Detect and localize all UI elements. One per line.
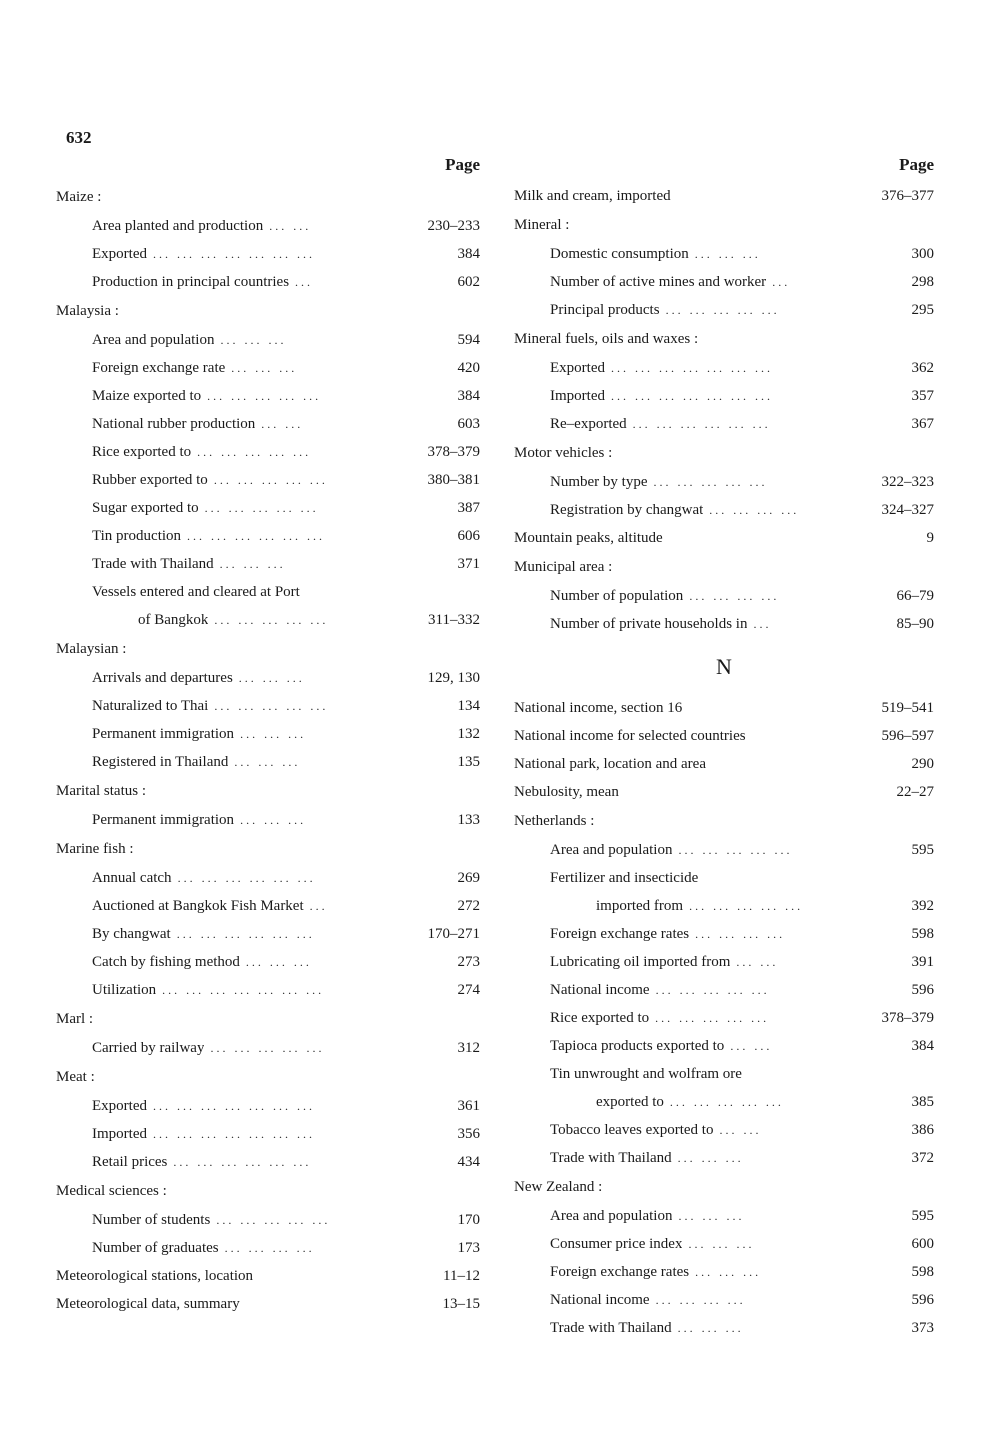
index-entries-right xyxy=(514,182,934,1342)
leader-dots: ... ... ... xyxy=(695,1265,762,1279)
leader-dots: ... xyxy=(772,275,791,289)
leader-dots: ... ... ... ... ... ... xyxy=(632,417,771,431)
page-reference: 273 xyxy=(457,954,480,970)
leader-dots: ... ... ... ... ... ... ... xyxy=(152,1127,315,1141)
index-entry-label: Meteorological data, summary xyxy=(56,1296,240,1312)
index-heading xyxy=(56,776,480,806)
page-reference: 595 xyxy=(911,842,934,858)
leader-dots: ... ... ... ... ... ... xyxy=(176,927,315,941)
leader-dots: ... ... ... ... xyxy=(695,927,786,941)
index-entry-label: Foreign exchange rates xyxy=(550,926,690,942)
index-entry-label: Foreign exchange rate xyxy=(92,360,226,376)
leader-dots: ... ... ... xyxy=(231,361,298,375)
leader-dots: ... ... ... ... ... xyxy=(204,501,319,515)
page-column-header: Page xyxy=(445,155,480,174)
page-reference: 133 xyxy=(457,812,480,828)
page-reference: 594 xyxy=(457,332,480,348)
index-entry-label: Exported xyxy=(92,1098,147,1114)
leader-dots: ... ... ... ... ... xyxy=(213,473,328,487)
index-heading xyxy=(56,1176,480,1206)
leader-dots: ... ... xyxy=(719,1123,762,1137)
page-reference: 13–15 xyxy=(442,1296,480,1312)
index-entry-label: Trade with Thailand xyxy=(550,1320,672,1336)
page-reference: 373 xyxy=(911,1320,934,1336)
page-reference: 434 xyxy=(457,1154,480,1170)
index-entry-label: imported from xyxy=(596,898,684,914)
page-reference: 384 xyxy=(457,246,480,262)
index-entry xyxy=(514,1088,934,1116)
leader-dots: ... ... ... ... xyxy=(709,503,800,517)
index-entry xyxy=(514,750,934,778)
leader-dots: ... ... ... ... ... ... xyxy=(173,1155,312,1169)
page-reference: 272 xyxy=(457,898,480,914)
page-reference: 606 xyxy=(457,528,480,544)
index-entry-label: Number of active mines and worker xyxy=(550,274,767,290)
index-entry-label: Principal products xyxy=(550,302,660,318)
page-reference: 378–379 xyxy=(881,1010,934,1026)
index-entry xyxy=(56,212,480,240)
index-entry xyxy=(514,778,934,806)
index-heading-label: Mineral fuels, oils and waxes : xyxy=(514,331,699,347)
index-entry xyxy=(514,1116,934,1144)
index-entry-label: Imported xyxy=(550,388,605,404)
index-entry-label: Area and population xyxy=(550,842,673,858)
index-entry xyxy=(514,182,934,210)
page-reference: 361 xyxy=(457,1098,480,1114)
leader-dots: ... ... xyxy=(269,219,312,233)
page-reference: 173 xyxy=(457,1240,480,1256)
index-entry-label: National rubber production xyxy=(92,416,256,432)
index-entry xyxy=(56,326,480,354)
index-heading xyxy=(56,296,480,326)
index-entry-label: Exported xyxy=(550,360,605,376)
index-entry-label: Rubber exported to xyxy=(92,472,208,488)
page-reference: 367 xyxy=(911,416,934,432)
page-reference: 300 xyxy=(911,246,934,262)
leader-dots: ... ... ... ... ... ... ... xyxy=(610,389,773,403)
index-entry xyxy=(514,382,934,410)
index-entry xyxy=(56,920,480,948)
index-entry xyxy=(56,976,480,1004)
index-entry xyxy=(56,606,480,634)
index-entry xyxy=(56,692,480,720)
page-reference: 387 xyxy=(457,500,480,516)
page-reference: 420 xyxy=(457,360,480,376)
leader-dots: ... ... ... xyxy=(677,1151,744,1165)
index-entry-label: Catch by fishing method xyxy=(92,954,240,970)
page-reference: 356 xyxy=(457,1126,480,1142)
index-entry xyxy=(56,1092,480,1120)
index-heading-label: Marine fish : xyxy=(56,841,134,857)
index-entry-label: National park, location and area xyxy=(514,756,706,772)
page-reference: 376–377 xyxy=(881,188,934,204)
index-entry xyxy=(56,948,480,976)
index-heading-label: Maize : xyxy=(56,189,102,205)
leader-dots: ... ... ... ... ... ... ... xyxy=(610,361,773,375)
index-entry-label: Area planted and production xyxy=(92,218,264,234)
index-entry xyxy=(514,268,934,296)
page-reference: 596 xyxy=(911,982,934,998)
page-reference: 595 xyxy=(911,1208,934,1224)
index-entry-label: Number of population xyxy=(550,588,684,604)
index-entry xyxy=(514,468,934,496)
index-entry xyxy=(56,806,480,834)
index-heading-label: Meat : xyxy=(56,1069,95,1085)
page-reference: 372 xyxy=(911,1150,934,1166)
index-entry-label: Area and population xyxy=(550,1208,673,1224)
page-reference: 384 xyxy=(457,388,480,404)
index-entry-label: Milk and cream, imported xyxy=(514,188,671,204)
index-entry xyxy=(56,748,480,776)
index-entry-label: Utilization xyxy=(92,982,157,998)
index-entry-label: Auctioned at Bangkok Fish Market xyxy=(92,898,304,914)
index-entry-label: Maize exported to xyxy=(92,388,202,404)
leader-dots: ... ... xyxy=(736,955,779,969)
leader-dots: ... ... ... xyxy=(245,955,312,969)
page-reference: 312 xyxy=(457,1040,480,1056)
index-entry xyxy=(56,1206,480,1234)
index-entry-label: Nebulosity, mean xyxy=(514,784,619,800)
page-reference: 11–12 xyxy=(443,1268,480,1284)
index-column-right xyxy=(514,152,934,1342)
leader-dots: ... ... ... ... ... ... ... xyxy=(152,247,315,261)
index-heading-label: Marl : xyxy=(56,1011,94,1027)
index-entry-label: Arrivals and departures xyxy=(92,670,233,686)
index-entry xyxy=(514,948,934,976)
leader-dots: ... ... ... ... ... ... xyxy=(187,529,326,543)
index-entry-label: Tobacco leaves exported to xyxy=(550,1122,714,1138)
page-reference: 274 xyxy=(457,982,480,998)
page-reference: 385 xyxy=(911,1094,934,1110)
leader-dots: ... ... ... ... ... ... ... xyxy=(152,1099,315,1113)
index-entry xyxy=(514,524,934,552)
index-entry-label: Carried by railway xyxy=(92,1040,205,1056)
index-heading xyxy=(514,552,934,582)
page-reference: 600 xyxy=(911,1236,934,1252)
leader-dots: ... ... ... ... ... xyxy=(214,699,329,713)
index-entry-label: Meteorological stations, location xyxy=(56,1268,254,1284)
index-heading xyxy=(56,634,480,664)
leader-dots: ... ... ... ... ... xyxy=(669,1095,784,1109)
index-entry xyxy=(56,1290,480,1318)
index-entry xyxy=(56,664,480,692)
index-entry xyxy=(56,550,480,578)
leader-dots: ... ... ... ... ... xyxy=(655,983,770,997)
index-heading-label: Mineral : xyxy=(514,217,570,233)
index-entry xyxy=(56,466,480,494)
page-reference: 135 xyxy=(457,754,480,770)
index-entry xyxy=(514,722,934,750)
index-entry xyxy=(56,438,480,466)
index-entry xyxy=(56,1120,480,1148)
index-heading-label: New Zealand : xyxy=(514,1179,603,1195)
index-entry-label: By changwat xyxy=(92,926,171,942)
leader-dots: ... ... ... ... ... ... xyxy=(177,871,316,885)
index-entry-label: Exported xyxy=(92,246,147,262)
index-entry-label: Lubricating oil imported from xyxy=(550,954,731,970)
index-entry-label: Foreign exchange rates xyxy=(550,1264,690,1280)
leader-dots: ... ... ... xyxy=(678,1209,745,1223)
index-entry xyxy=(514,1032,934,1060)
page-reference: 371 xyxy=(457,556,480,572)
page-reference: 391 xyxy=(911,954,934,970)
index-entry xyxy=(56,240,480,268)
index-entry-label: Tapioca products exported to xyxy=(550,1038,725,1054)
index-heading-label: Malaysia : xyxy=(56,303,119,319)
index-entry-label: Mountain peaks, altitude xyxy=(514,530,663,546)
leader-dots: ... ... ... xyxy=(240,727,307,741)
index-entry-label: Permanent immigration xyxy=(92,726,235,742)
index-entry xyxy=(514,354,934,382)
index-heading xyxy=(514,1172,934,1202)
index-entry-label: Area and population xyxy=(92,332,215,348)
index-entry xyxy=(514,1314,934,1342)
leader-dots: ... ... ... xyxy=(220,333,287,347)
page-reference: 384 xyxy=(911,1038,934,1054)
index-entry-label: Production in principal countries xyxy=(92,274,290,290)
index-entry-label: National income xyxy=(550,982,650,998)
leader-dots: ... ... ... ... xyxy=(689,589,780,603)
leader-dots: ... ... ... ... ... ... ... xyxy=(162,983,325,997)
leader-dots: ... ... xyxy=(730,1039,773,1053)
page-reference: 322–323 xyxy=(881,474,934,490)
page-reference: 602 xyxy=(457,274,480,290)
page-reference: 290 xyxy=(911,756,934,772)
index-entry xyxy=(56,382,480,410)
leader-dots: ... ... ... ... ... xyxy=(214,613,329,627)
index-entry-label: Registration by changwat xyxy=(550,502,704,518)
page-column-header: Page xyxy=(899,155,934,174)
index-entry-label: Number of graduates xyxy=(92,1240,219,1256)
leader-dots: ... ... ... xyxy=(234,755,301,769)
page-reference: 170 xyxy=(457,1212,480,1228)
index-entry-label: Domestic consumption xyxy=(550,246,689,262)
index-entry-label: Annual catch xyxy=(92,870,172,886)
leader-dots: ... ... ... xyxy=(688,1237,755,1251)
page-reference: 596–597 xyxy=(881,728,934,744)
index-entry xyxy=(56,522,480,550)
page-reference: 134 xyxy=(457,698,480,714)
index-entries-left xyxy=(56,182,480,1318)
page-reference: 311–332 xyxy=(428,612,480,628)
page-reference: 85–90 xyxy=(896,616,934,632)
index-entry-label: Number of private households in xyxy=(550,616,748,632)
leader-dots: ... ... ... xyxy=(694,247,761,261)
index-heading xyxy=(514,210,934,240)
index-entry xyxy=(514,610,934,638)
leader-dots: ... ... ... ... ... xyxy=(689,899,804,913)
page-reference: 378–379 xyxy=(427,444,480,460)
page-reference: 362 xyxy=(911,360,934,376)
index-entry-label: Imported xyxy=(92,1126,147,1142)
index-entry xyxy=(514,1230,934,1258)
index-heading xyxy=(56,1004,480,1034)
index-heading-label: Motor vehicles : xyxy=(514,445,613,461)
index-entry xyxy=(514,1060,934,1088)
index-entry xyxy=(56,494,480,522)
index-column-left xyxy=(56,152,480,1318)
index-entry xyxy=(56,720,480,748)
leader-dots: ... ... ... ... ... xyxy=(197,445,312,459)
index-heading-label: Municipal area : xyxy=(514,559,613,575)
index-entry xyxy=(56,354,480,382)
index-entry xyxy=(56,1148,480,1176)
index-entry xyxy=(514,976,934,1004)
index-entry xyxy=(56,1234,480,1262)
index-entry-label: National income, section 16 xyxy=(514,700,683,716)
index-entry xyxy=(514,240,934,268)
page-reference: 22–27 xyxy=(896,784,934,800)
page-reference: 596 xyxy=(911,1292,934,1308)
page-reference: 269 xyxy=(457,870,480,886)
leader-dots: ... xyxy=(753,617,772,631)
index-entry xyxy=(56,1262,480,1290)
page-reference: 380–381 xyxy=(427,472,480,488)
section-letter-heading: N xyxy=(716,654,732,679)
index-entry xyxy=(514,1202,934,1230)
leader-dots: ... ... xyxy=(261,417,304,431)
index-entry xyxy=(514,920,934,948)
index-entry-label: Consumer price index xyxy=(550,1236,683,1252)
page-number: 632 xyxy=(66,128,92,147)
page-reference: 603 xyxy=(457,416,480,432)
index-entry-label: Sugar exported to xyxy=(92,500,199,516)
index-entry-label: Permanent immigration xyxy=(92,812,235,828)
index-entry xyxy=(514,582,934,610)
leader-dots: ... ... ... xyxy=(677,1321,744,1335)
leader-dots: ... ... ... ... xyxy=(655,1293,746,1307)
index-entry-label: exported to xyxy=(596,1094,664,1110)
index-entry xyxy=(56,892,480,920)
index-heading-label: Malaysian : xyxy=(56,641,127,657)
leader-dots: ... ... ... ... ... xyxy=(655,1011,770,1025)
leader-dots: ... ... ... ... ... xyxy=(678,843,793,857)
leader-dots: ... xyxy=(295,275,314,289)
index-entry xyxy=(514,410,934,438)
index-entry-label: Retail prices xyxy=(92,1154,168,1170)
index-entry xyxy=(514,1258,934,1286)
page-reference: 519–541 xyxy=(881,700,934,716)
index-entry xyxy=(56,1034,480,1062)
page-reference: 598 xyxy=(911,926,934,942)
page-reference: 324–327 xyxy=(881,502,934,518)
leader-dots: ... ... ... xyxy=(219,557,286,571)
page-reference: 9 xyxy=(926,530,934,546)
page-reference: 357 xyxy=(911,388,934,404)
leader-dots: ... ... ... ... ... xyxy=(207,389,322,403)
index-heading-label: Marital status : xyxy=(56,783,146,799)
index-heading xyxy=(514,438,934,468)
index-entry-label: Tin unwrought and wolfram ore xyxy=(550,1066,742,1082)
index-entry xyxy=(56,268,480,296)
index-entry xyxy=(514,296,934,324)
page-reference: 132 xyxy=(457,726,480,742)
index-entry xyxy=(56,410,480,438)
index-entry xyxy=(514,836,934,864)
page-reference: 66–79 xyxy=(896,588,934,604)
page-reference: 598 xyxy=(911,1264,934,1280)
index-entry-label: Rice exported to xyxy=(550,1010,650,1026)
index-entry xyxy=(514,864,934,892)
index-entry-label: Naturalized to Thai xyxy=(92,698,209,714)
page-reference: 170–271 xyxy=(427,926,480,942)
index-entry xyxy=(56,578,480,606)
index-entry-label: Number of students xyxy=(92,1212,211,1228)
leader-dots: ... ... ... ... ... xyxy=(216,1213,331,1227)
index-entry-label: Fertilizer and insecticide xyxy=(550,870,699,886)
index-entry-label: National income xyxy=(550,1292,650,1308)
index-entry-label: National income for selected countries xyxy=(514,728,746,744)
leader-dots: ... ... ... ... xyxy=(224,1241,315,1255)
index-entry-label: Re–exported xyxy=(550,416,627,432)
index-entry xyxy=(514,1144,934,1172)
index-entry xyxy=(514,1286,934,1314)
index-heading xyxy=(514,806,934,836)
index-entry xyxy=(514,496,934,524)
index-entry xyxy=(56,864,480,892)
index-entry xyxy=(514,694,934,722)
page-reference: 295 xyxy=(911,302,934,318)
index-entry-label: Number by type xyxy=(550,474,648,490)
page-reference: 230–233 xyxy=(427,218,480,234)
index-entry-label: Trade with Thailand xyxy=(550,1150,672,1166)
leader-dots: ... ... ... xyxy=(240,813,307,827)
index-heading-label: Medical sciences : xyxy=(56,1183,167,1199)
index-entry-label: Trade with Thailand xyxy=(92,556,214,572)
index-entry-label: Vessels entered and cleared at Port xyxy=(92,584,300,600)
index-entry xyxy=(514,892,934,920)
index-heading xyxy=(514,324,934,354)
page-reference: 386 xyxy=(911,1122,934,1138)
index-entry-label: Tin production xyxy=(92,528,182,544)
leader-dots: ... ... ... ... ... xyxy=(653,475,768,489)
leader-dots: ... xyxy=(309,899,328,913)
page-reference: 298 xyxy=(911,274,934,290)
index-entry-label: Rice exported to xyxy=(92,444,192,460)
leader-dots: ... ... ... ... ... xyxy=(665,303,780,317)
index-heading-label: Netherlands : xyxy=(514,813,595,829)
page-reference: 129, 130 xyxy=(427,670,480,686)
page-reference: 392 xyxy=(911,898,934,914)
index-heading xyxy=(56,834,480,864)
index-entry xyxy=(514,1004,934,1032)
index-entry-label: of Bangkok xyxy=(138,612,209,628)
index-heading xyxy=(56,182,480,212)
index-heading xyxy=(56,1062,480,1092)
index-entry-label: Registered in Thailand xyxy=(92,754,229,770)
leader-dots: ... ... ... xyxy=(238,671,305,685)
leader-dots: ... ... ... ... ... xyxy=(210,1041,325,1055)
